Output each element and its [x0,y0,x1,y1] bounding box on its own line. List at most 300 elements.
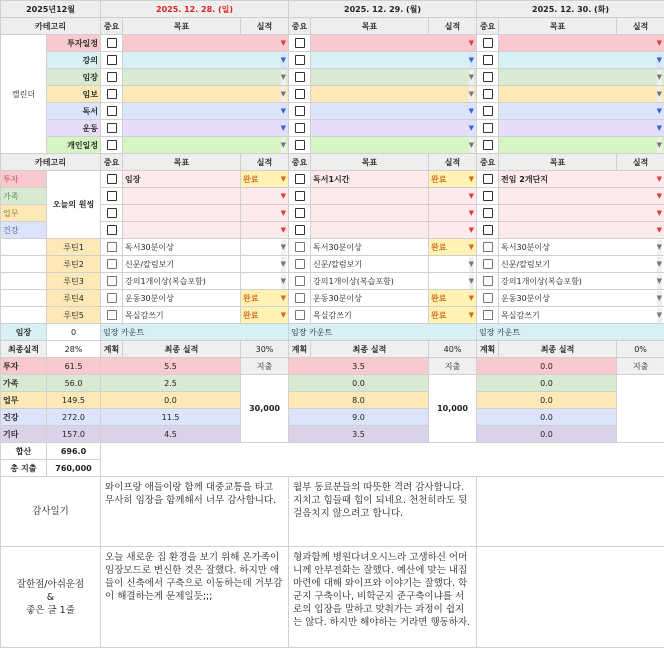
chevron-down-icon[interactable]: ▼ [469,104,474,119]
chevron-down-icon[interactable]: ▼ [657,121,662,136]
goal-dropdown[interactable] [123,52,289,69]
important-checkbox[interactable] [295,38,305,48]
goal-dropdown[interactable] [123,35,289,52]
important-checkbox[interactable] [483,123,493,133]
chevron-down-icon[interactable]: ▼ [468,174,475,183]
goal-dropdown[interactable] [499,69,664,86]
routine-result[interactable]: ▼ 완료 [429,239,477,256]
chevron-down-icon[interactable]: ▼ [280,310,287,319]
goal-dropdown[interactable] [311,137,477,154]
goal-dropdown[interactable] [123,69,289,86]
today-result[interactable] [241,222,289,239]
important-checkbox-cell [289,120,311,137]
goal-header: 목표 [311,154,429,171]
goal-dropdown[interactable] [311,35,477,52]
goal-dropdown[interactable] [311,86,477,103]
imjang-label: 임장 [1,324,47,341]
today-goal[interactable] [499,222,664,239]
chevron-down-icon[interactable]: ▼ [280,191,287,200]
today-result[interactable]: ▼ 완료 [429,171,477,188]
important-header: 중요 [289,18,311,35]
important-checkbox[interactable] [295,208,305,218]
final-result-header: 최종 실적 [311,341,429,358]
day-pct: 40% [429,341,477,358]
routine-checkbox[interactable] [295,293,305,303]
routine-result[interactable]: ▼ 완료 [429,307,477,324]
important-checkbox-cell [101,171,123,188]
routine-checkbox[interactable] [295,276,305,286]
gratitude-label: 감사일기 [1,477,101,547]
important-checkbox[interactable] [295,225,305,235]
important-checkbox-cell [101,188,123,205]
routine-goal[interactable]: ▼ 신문/칼럼보기 [499,256,664,273]
routine-goal[interactable]: ▼ 목실감쓰기 [499,307,664,324]
routine-checkbox-cell [289,273,311,290]
routine-checkbox[interactable] [483,259,493,269]
routine-goal[interactable]: 운동30분이상 [123,290,241,307]
important-checkbox-cell [477,86,499,103]
routine-checkbox-cell [289,307,311,324]
important-checkbox[interactable] [107,191,117,201]
day-date-2: 2025. 12. 30. (화) [477,1,664,18]
today-result[interactable]: ▼ 완료 [241,171,289,188]
routine-name: 루틴2 [47,256,101,273]
routine-name: 루틴4 [47,290,101,307]
important-checkbox[interactable] [483,72,493,82]
spend-label: 지출 [429,358,477,375]
important-checkbox-cell [289,205,311,222]
result-header: 실적 [241,154,289,171]
routine-name: 루틴3 [47,273,101,290]
today-result[interactable] [241,188,289,205]
routine-checkbox-cell [477,273,499,290]
goal-header: 목표 [311,18,429,35]
chevron-down-icon[interactable]: ▼ [656,174,663,183]
goal-dropdown[interactable] [123,103,289,120]
routine-goal[interactable]: 독서30분이상 [123,239,241,256]
today-goal[interactable] [123,188,241,205]
important-checkbox[interactable] [295,106,305,116]
important-checkbox[interactable] [295,55,305,65]
chevron-down-icon[interactable]: ▼ [657,70,662,85]
routine-checkbox[interactable] [483,293,493,303]
important-checkbox[interactable] [107,72,117,82]
routine-checkbox[interactable] [107,293,117,303]
chevron-down-icon[interactable]: ▼ [657,274,662,289]
final-result-header: 최종 실적 [499,341,617,358]
important-checkbox[interactable] [107,55,117,65]
today-result[interactable] [429,222,477,239]
important-checkbox-cell [289,35,311,52]
total-result-label: 최종실적 [1,341,47,358]
chevron-down-icon[interactable]: ▼ [468,310,475,319]
routine-spacer [1,239,47,256]
important-checkbox-cell [101,205,123,222]
important-checkbox[interactable] [107,38,117,48]
routine-checkbox[interactable] [107,242,117,252]
routine-result[interactable] [241,273,289,290]
total-spend-value: 760,000 [47,460,101,477]
routine-name: 루틴1 [47,239,101,256]
important-checkbox-cell [289,188,311,205]
goal-dropdown[interactable] [311,103,477,120]
chevron-down-icon[interactable]: ▼ [280,38,287,47]
finance-value: 61.5 [47,358,101,375]
calendar-category: 운동 [47,120,101,137]
important-header: 중요 [289,154,311,171]
spend-label: 지출 [617,358,664,375]
finance-category: 투자 [1,358,47,375]
chevron-down-icon[interactable]: ▼ [657,291,662,306]
category-header: 카테고리 [1,154,101,171]
day-finance-value: 0.0 [477,392,617,409]
routine-checkbox[interactable] [483,242,493,252]
chevron-down-icon[interactable]: ▼ [657,138,662,153]
chevron-down-icon[interactable]: ▼ [281,274,286,289]
day-finance-value: 0.0 [477,426,617,443]
goal-header: 목표 [499,18,617,35]
goal-dropdown[interactable] [499,86,664,103]
chevron-down-icon[interactable]: ▼ [281,138,286,153]
routine-goal[interactable]: 신문/칼럼보기 [123,256,241,273]
total-result-pct: 28% [47,341,101,358]
important-checkbox-cell [289,137,311,154]
goal-dropdown[interactable] [123,120,289,137]
important-checkbox[interactable] [483,225,493,235]
category-header: 카테고리 [1,18,101,35]
routine-goal[interactable]: 운동30분이상 [311,290,429,307]
important-checkbox-cell [101,222,123,239]
important-checkbox-cell [477,35,499,52]
important-checkbox[interactable] [107,106,117,116]
calendar-label: 캘린더 [1,35,47,154]
important-checkbox-cell [477,69,499,86]
day-finance-value: 0.0 [477,409,617,426]
goal-dropdown[interactable] [123,137,289,154]
today-result[interactable] [429,188,477,205]
today-goal[interactable] [123,222,241,239]
calendar-category: 개인일정 [47,137,101,154]
routine-checkbox-cell [101,273,123,290]
important-checkbox-cell [289,69,311,86]
important-checkbox[interactable] [107,89,117,99]
result-header: 실적 [241,18,289,35]
important-checkbox[interactable] [107,208,117,218]
day-finance-value: 0.0 [477,358,617,375]
routine-checkbox[interactable] [483,310,493,320]
routine-checkbox-cell [477,256,499,273]
day-date-1: 2025. 12. 29. (월) [289,1,477,18]
important-checkbox[interactable] [483,38,493,48]
chevron-down-icon[interactable]: ▼ [468,225,475,234]
today-category: 업무 [1,205,47,222]
chevron-down-icon[interactable]: ▼ [468,191,475,200]
chevron-down-icon[interactable]: ▼ [469,138,474,153]
plan-header: 계획 [289,341,311,358]
calendar-category: 투자일정 [47,35,101,52]
important-checkbox[interactable] [295,72,305,82]
goal-header: 목표 [123,154,241,171]
important-checkbox-cell [477,171,499,188]
plan-header: 계획 [477,341,499,358]
routine-spacer [1,290,47,307]
gratitude-entry[interactable] [477,477,664,547]
today-result[interactable] [429,205,477,222]
goal-dropdown[interactable] [499,35,664,52]
today-goal[interactable]: 독서1시간 [311,171,429,188]
finance-category: 기타 [1,426,47,443]
chevron-down-icon[interactable]: ▼ [469,87,474,102]
important-checkbox-cell [101,137,123,154]
calendar-category: 강의 [47,52,101,69]
imjang-value: 0 [47,324,101,341]
chevron-down-icon[interactable]: ▼ [281,70,286,85]
routine-checkbox-cell [477,239,499,256]
routine-checkbox[interactable] [295,259,305,269]
final-result-header: 최종 실적 [123,341,241,358]
imjang-count: 임장 카운트 [289,324,477,341]
routine-checkbox-cell [101,239,123,256]
plan-header: 계획 [101,341,123,358]
routine-result[interactable]: ▼ 완료 [429,290,477,307]
today-category: 가족 [1,188,47,205]
goal-dropdown[interactable] [311,120,477,137]
routine-goal[interactable]: ▼ 독서30분이상 [499,239,664,256]
important-checkbox-cell [289,86,311,103]
spend-value [617,375,664,443]
important-checkbox-cell [477,188,499,205]
calendar-category: 임장 [47,69,101,86]
finance-value: 272.0 [47,409,101,426]
routine-goal[interactable]: ▼ 운동30분이상 [499,290,664,307]
routine-result[interactable] [429,273,477,290]
routine-result[interactable] [429,256,477,273]
important-checkbox[interactable] [483,191,493,201]
important-header: 중요 [477,18,499,35]
finance-value: 56.0 [47,375,101,392]
chevron-down-icon[interactable]: ▼ [281,53,286,68]
day-pct: 0% [617,341,664,358]
routine-spacer [1,256,47,273]
chevron-down-icon[interactable]: ▼ [468,208,475,217]
today-goal[interactable] [499,205,664,222]
today-goal[interactable] [311,188,429,205]
routine-checkbox[interactable] [107,276,117,286]
routine-goal[interactable]: 강의1개이상(복습포함) [311,273,429,290]
chevron-down-icon[interactable]: ▼ [657,308,662,323]
finance-category: 가족 [1,375,47,392]
important-checkbox[interactable] [295,89,305,99]
chevron-down-icon[interactable]: ▼ [469,257,474,272]
important-header: 중요 [101,154,123,171]
chevron-down-icon[interactable]: ▼ [656,208,663,217]
routine-checkbox[interactable] [107,310,117,320]
today-category: 투자 [1,171,47,188]
chevron-down-icon[interactable]: ▼ [469,70,474,85]
finance-value: 157.0 [47,426,101,443]
important-checkbox-cell [101,86,123,103]
routine-goal[interactable]: 목실감쓰기 [311,307,429,324]
goal-header: 목표 [499,154,617,171]
routine-checkbox[interactable] [483,276,493,286]
important-checkbox-cell [101,35,123,52]
review-entry[interactable]: 오늘 새로운 집 환경을 보기 위해 온가족이 임장모드로 변신한 것은 잘했다. 하지만 애들이 신축에서 구축으로 이동하는데 거부감이 해결하는게 문제일듯;;; [101,547,289,648]
chevron-down-icon[interactable]: ▼ [280,208,287,217]
sum-value: 696.0 [47,443,101,460]
important-checkbox-cell [101,103,123,120]
important-checkbox[interactable] [483,55,493,65]
routine-goal[interactable]: ▼ 강의1개이상(복습포함) [499,273,664,290]
routine-checkbox-cell [477,307,499,324]
chevron-down-icon[interactable]: ▼ [469,274,474,289]
chevron-down-icon[interactable]: ▼ [656,38,663,47]
review-label-line2: & [46,591,55,603]
result-header: 실적 [429,154,477,171]
today-goal[interactable] [123,205,241,222]
routine-goal[interactable]: 독서30분이상 [311,239,429,256]
goal-dropdown[interactable] [123,86,289,103]
important-checkbox-cell [477,52,499,69]
important-checkbox[interactable] [107,123,117,133]
routine-checkbox[interactable] [107,259,117,269]
day-finance-value: 11.5 [101,409,241,426]
chevron-down-icon[interactable]: ▼ [280,293,287,302]
important-checkbox-cell [101,52,123,69]
chevron-down-icon[interactable]: ▼ [281,240,286,255]
routine-checkbox-cell [101,290,123,307]
routine-goal[interactable]: 목실감쓰기 [123,307,241,324]
important-checkbox[interactable] [107,140,117,150]
goal-dropdown[interactable] [499,103,664,120]
chevron-down-icon[interactable]: ▼ [657,53,662,68]
routine-result[interactable]: ▼ 완료 [241,307,289,324]
chevron-down-icon[interactable]: ▼ [280,174,287,183]
day-pct: 30% [241,341,289,358]
today-category: 건강 [1,222,47,239]
day-finance-value: 3.5 [289,426,429,443]
chevron-down-icon[interactable]: ▼ [657,240,662,255]
important-checkbox[interactable] [483,174,493,184]
important-checkbox[interactable] [483,106,493,116]
important-checkbox[interactable] [107,174,117,184]
routine-result[interactable] [241,239,289,256]
finance-value: 149.5 [47,392,101,409]
chevron-down-icon[interactable]: ▼ [281,257,286,272]
goal-dropdown[interactable] [499,120,664,137]
finance-category: 건강 [1,409,47,426]
chevron-down-icon[interactable]: ▼ [657,257,662,272]
goal-dropdown[interactable] [311,69,477,86]
goal-dropdown[interactable] [499,137,664,154]
important-checkbox-cell [477,205,499,222]
calendar-category: 독서 [47,103,101,120]
result-header: 실적 [429,18,477,35]
chevron-down-icon[interactable]: ▼ [281,104,286,119]
chevron-down-icon[interactable]: ▼ [469,53,474,68]
important-checkbox-cell [289,222,311,239]
today-result[interactable] [241,205,289,222]
day-finance-value: 2.5 [101,375,241,392]
gratitude-entry[interactable]: 월부 동료분들의 따뜻한 격려 감사합니다. 지치고 힘들때 힘이 되네요. 천천히라도 뒷걸음치지 않으려고 합니다. [289,477,477,547]
result-header: 실적 [617,18,664,35]
today-goal[interactable]: ▼ 전임 2개단지 [499,171,664,188]
chevron-down-icon[interactable]: ▼ [657,104,662,119]
chevron-down-icon[interactable]: ▼ [281,87,286,102]
important-header: 중요 [477,154,499,171]
today-goal[interactable] [311,222,429,239]
important-checkbox[interactable] [295,123,305,133]
important-checkbox-cell [477,222,499,239]
spend-value: 10,000 [429,375,477,443]
review-label [1,547,101,648]
today-goal[interactable] [499,188,664,205]
important-checkbox[interactable] [295,191,305,201]
day-finance-value: 5.5 [101,358,241,375]
day-finance-value: 4.5 [101,426,241,443]
routine-spacer [1,273,47,290]
routine-result[interactable]: ▼ 완료 [241,290,289,307]
important-checkbox[interactable] [483,208,493,218]
important-checkbox[interactable] [483,89,493,99]
chevron-down-icon[interactable]: ▼ [468,38,475,47]
important-checkbox-cell [289,171,311,188]
routine-result[interactable] [241,256,289,273]
routine-checkbox-cell [289,256,311,273]
important-checkbox-cell [289,103,311,120]
day-finance-value: 9.0 [289,409,429,426]
important-checkbox-cell [477,120,499,137]
goal-header: 목표 [123,18,241,35]
goal-dropdown[interactable] [499,52,664,69]
routine-checkbox[interactable] [295,242,305,252]
important-checkbox[interactable] [483,140,493,150]
important-header: 중요 [101,18,123,35]
chevron-down-icon[interactable]: ▼ [656,191,663,200]
spend-value: 30,000 [241,375,289,443]
routine-checkbox-cell [101,256,123,273]
review-label-line1: 잘한점/아쉬운점 [16,578,85,590]
important-checkbox-cell [101,69,123,86]
chevron-down-icon[interactable]: ▼ [468,293,475,302]
goal-dropdown[interactable] [311,52,477,69]
chevron-down-icon[interactable]: ▼ [469,121,474,136]
imjang-count: 임장 카운트 [477,324,664,341]
finance-category: 업무 [1,392,47,409]
important-checkbox[interactable] [107,225,117,235]
routine-goal[interactable]: 신문/칼럼보기 [311,256,429,273]
chevron-down-icon[interactable]: ▼ [657,87,662,102]
routine-goal[interactable]: 강의1개이상(복습포함) [123,273,241,290]
review-entry[interactable]: 형과함께 병원다녀오시느라 고생하신 어머니께 안부전화는 잘했다. 예산에 맞는 내집마련에 대해 와이프와 이야기는 잘했다. 학군지 구축이나, 비학군지 준구축이냐를 서로의 입장을 말하고 맞춰가는 과정이 쉽지는 않다. 하지만 해야하는 거라면 행동하자. [289,547,477,648]
important-checkbox-cell [477,137,499,154]
routine-spacer [1,307,47,324]
calendar-category: 임보 [47,86,101,103]
chevron-down-icon[interactable]: ▼ [656,225,663,234]
important-checkbox[interactable] [295,140,305,150]
routine-checkbox-cell [289,290,311,307]
review-entry[interactable] [477,547,664,648]
today-goal[interactable] [311,205,429,222]
chevron-down-icon[interactable]: ▼ [468,242,475,251]
gratitude-entry[interactable]: 와이프랑 애들이랑 함께 대중교통을 타고 무사히 임장을 함께해서 너무 감사합니다. [101,477,289,547]
day-finance-value: 0.0 [477,375,617,392]
chevron-down-icon[interactable]: ▼ [280,225,287,234]
routine-checkbox[interactable] [295,310,305,320]
important-checkbox[interactable] [295,174,305,184]
routine-checkbox-cell [289,239,311,256]
chevron-down-icon[interactable]: ▼ [281,121,286,136]
today-goal[interactable]: 임장 [123,171,241,188]
